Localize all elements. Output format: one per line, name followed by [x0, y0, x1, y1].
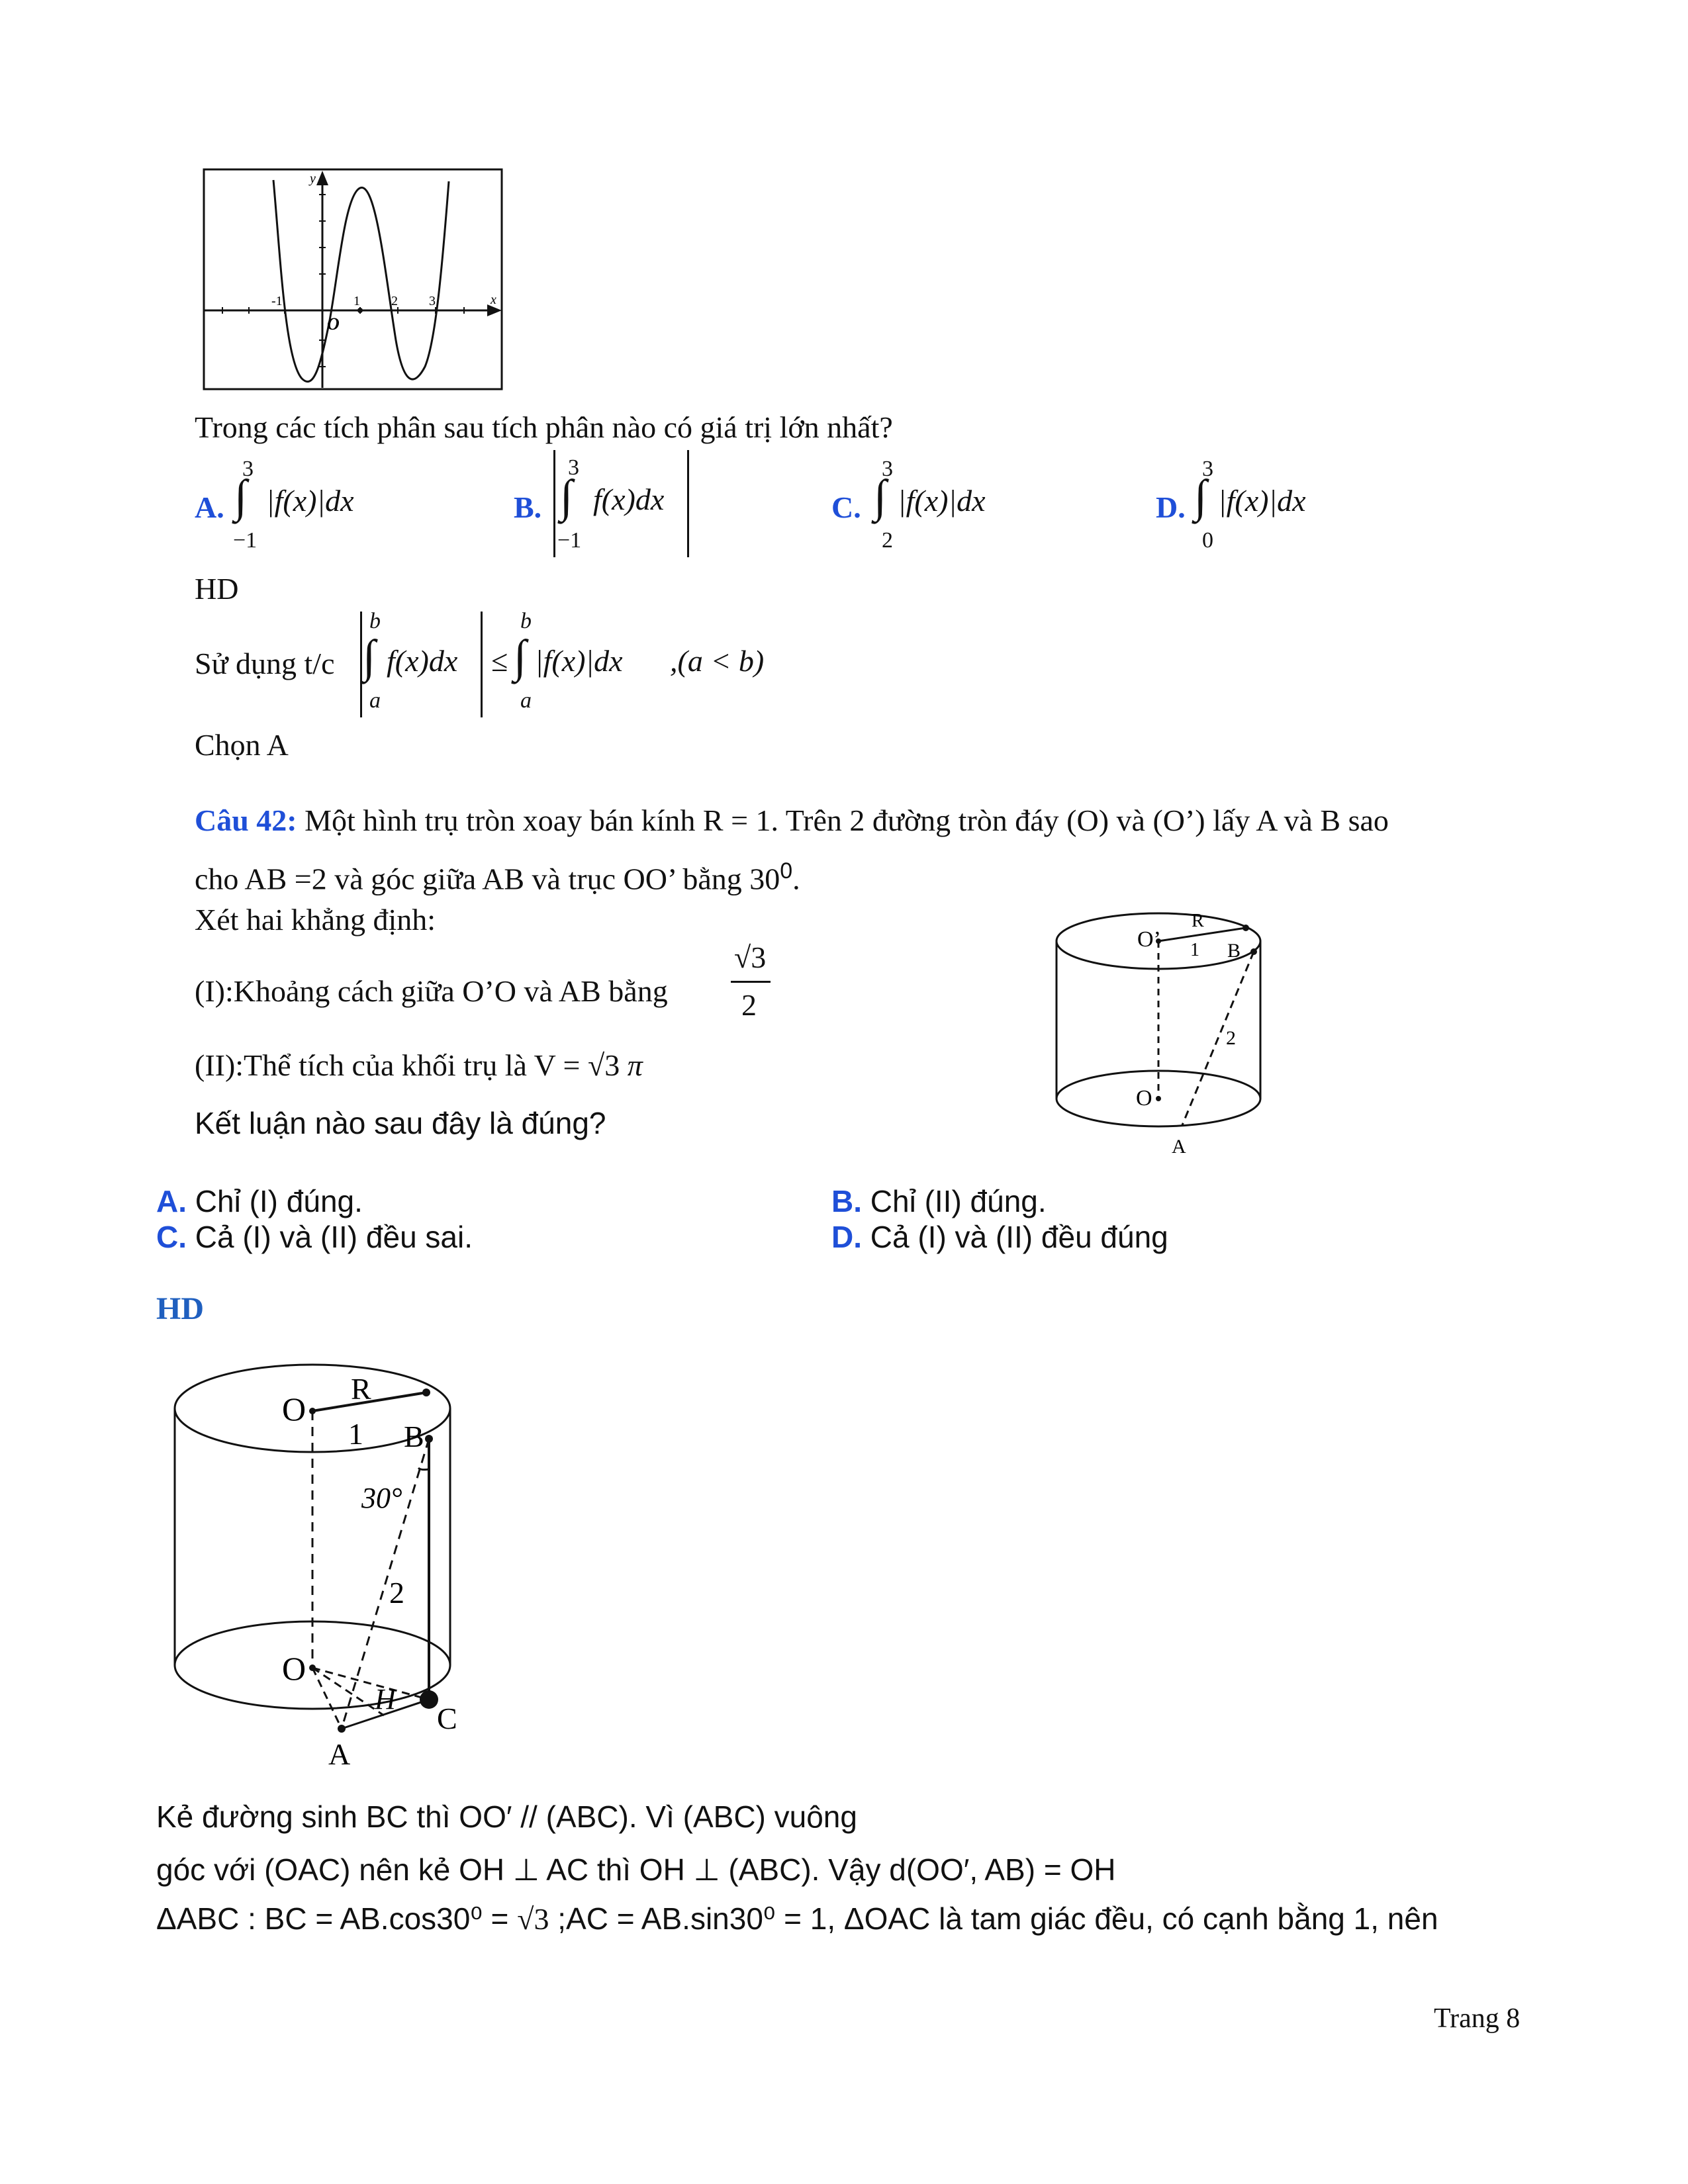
label-O1: O: [282, 1390, 306, 1428]
q41-prompt: Trong các tích phân sau tích phân nào có giá trị lớn nhất?: [195, 410, 893, 444]
stmt1-text: (I):Khoảng cách giữa O’O và AB bằng: [195, 974, 668, 1008]
q41-property: [195, 609, 857, 721]
integral-lower: 0: [1202, 528, 1213, 553]
property-le: ≤: [491, 644, 508, 678]
integral-sign: ∫: [234, 471, 248, 522]
q42-text2: cho AB =2 và góc giữa AB và trục OO’ bằng 30: [195, 862, 780, 896]
graph-tick-label: -1: [271, 294, 283, 308]
option-letter: C.: [156, 1220, 187, 1254]
q42-option-a[interactable]: [156, 1183, 363, 1219]
integral-sign: ∫: [514, 631, 527, 682]
label-R: R: [351, 1372, 371, 1406]
q42-line2: [195, 858, 800, 897]
option-letter: D.: [1156, 490, 1186, 524]
q41-hd: HD: [195, 572, 239, 606]
integrand: |f(x)|dx: [898, 484, 986, 518]
option-letter: A.: [195, 490, 224, 524]
hd2-line1: Kẻ đường sinh BC thì OO′ // (ABC). Vì (ABC) vuông: [156, 1799, 857, 1834]
label-2: 2: [1226, 1027, 1236, 1049]
q42-option-d[interactable]: [831, 1219, 1168, 1255]
integral-upper: 3: [242, 457, 254, 481]
abs-bar-left: [553, 450, 555, 557]
property-rhs: |f(x)|dx: [535, 644, 623, 678]
option-letter: C.: [831, 490, 861, 524]
q42-consider: Xét hai khẳng định:: [195, 903, 436, 936]
option-text: Cả (I) và (II) đều đúng: [870, 1220, 1168, 1254]
label-H: H: [375, 1683, 396, 1715]
stmt1-denominator: 2: [741, 988, 757, 1022]
label-1: 1: [1190, 940, 1199, 960]
q42-stmt1: [195, 940, 790, 1039]
label-O: O: [1136, 1086, 1152, 1111]
q41-answer: Chọn A: [195, 728, 289, 762]
option-text: Cả (I) và (II) đều sai.: [195, 1220, 473, 1254]
property-upper: b: [369, 609, 381, 633]
integral-sign: ∫: [1194, 471, 1207, 522]
label-C: C: [437, 1702, 457, 1735]
hd2-title: HD: [156, 1291, 204, 1326]
q42-line1: [195, 802, 1389, 839]
integrand: |f(x)|dx: [1218, 484, 1306, 518]
integral-sign: ∫: [874, 471, 887, 522]
label-A: A: [1172, 1136, 1186, 1158]
label-O: O: [282, 1650, 306, 1687]
q41-option-a[interactable]: [195, 457, 413, 556]
label-B: B: [404, 1420, 424, 1453]
label-2: 2: [389, 1576, 404, 1610]
option-text: Chỉ (II) đúng.: [870, 1184, 1047, 1218]
cylinder-figure-large: [159, 1350, 477, 1774]
graph-tick-label: 3: [429, 294, 436, 308]
property-lower: a: [369, 688, 381, 713]
q42-text2-sup: 0: [780, 858, 793, 884]
q42-option-c[interactable]: [156, 1219, 473, 1255]
option-letter: B.: [514, 490, 542, 524]
q42-text1: Một hình trụ tròn xoay bán kính R = 1. Trên 2 đường tròn đáy (O) và (O’) lấy A và B sao: [305, 803, 1389, 837]
abs-bar-right: [687, 450, 689, 557]
property-prefix: Sử dụng t/c: [195, 647, 335, 680]
integral-lower: 2: [882, 528, 893, 553]
label-A: A: [328, 1737, 351, 1771]
property-cond: ,(a < b): [670, 644, 765, 678]
fraction-bar: [731, 981, 771, 983]
stmt2-pi: π: [627, 1048, 643, 1082]
page-number: Trang 8: [1434, 2003, 1521, 2034]
hd2-line3-sqrt: √3: [517, 1902, 549, 1936]
hd2-line2: góc với (OAC) nên kẻ OH ⊥ AC thì OH ⊥ (ABC). Vậy d(OO′, AB) = OH: [156, 1852, 1116, 1887]
property-lhs: f(x)dx: [387, 644, 458, 678]
q42-option-b[interactable]: [831, 1183, 1047, 1219]
hd2-line3a: ΔABC : BC = AB.cos30⁰ =: [156, 1901, 509, 1936]
q41-option-b[interactable]: [514, 450, 712, 563]
q42-stmt2: [195, 1047, 643, 1083]
q42-label: Câu 42:: [195, 803, 297, 837]
graph-tick-label: 2: [391, 294, 398, 308]
integral-upper: 3: [1202, 457, 1213, 481]
stmt2-text: (II):Thể tích của khối trụ là V =: [195, 1048, 581, 1082]
option-letter: A.: [156, 1184, 187, 1218]
option-text: Chỉ (I) đúng.: [195, 1184, 363, 1218]
property-upper: b: [520, 609, 532, 633]
integrand: f(x)dx: [593, 482, 665, 516]
stmt2-value: √3: [587, 1048, 620, 1082]
q41-option-d[interactable]: [1156, 457, 1354, 556]
label-R: R: [1192, 911, 1204, 931]
hd2-line3: [156, 1901, 1438, 1936]
label-1: 1: [348, 1417, 363, 1451]
label-angle: 30°: [361, 1482, 402, 1514]
label-B: B: [1227, 940, 1241, 962]
integral-lower: −1: [557, 528, 582, 553]
integral-sign: ∫: [560, 471, 573, 522]
function-graph: [203, 168, 504, 391]
graph-x-label: x: [491, 293, 496, 307]
q41-option-c[interactable]: [831, 457, 1030, 556]
integral-sign: ∫: [363, 631, 376, 682]
integral-upper: 3: [882, 457, 893, 481]
q42-text2-end: .: [792, 862, 800, 896]
option-letter: D.: [831, 1220, 862, 1254]
integral-upper: 3: [568, 455, 579, 480]
graph-tick-label: 1: [353, 294, 360, 308]
graph-y-label: y: [310, 171, 316, 186]
hd2-line3b: ;AC = AB.sin30⁰ = 1, ΔOAC là tam giác đều, có cạnh bằng 1, nên: [557, 1901, 1438, 1936]
integral-lower: −1: [233, 528, 258, 553]
option-letter: B.: [831, 1184, 862, 1218]
q42-conclusion: Kết luận nào sau đây là đúng?: [195, 1106, 606, 1140]
label-O1: O’: [1137, 927, 1161, 952]
graph-origin-label: O: [327, 314, 340, 334]
stmt1-numerator: √3: [734, 940, 767, 974]
property-lower: a: [520, 688, 532, 713]
cylinder-figure-small: [1053, 907, 1278, 1171]
integrand: |f(x)|dx: [266, 484, 354, 518]
